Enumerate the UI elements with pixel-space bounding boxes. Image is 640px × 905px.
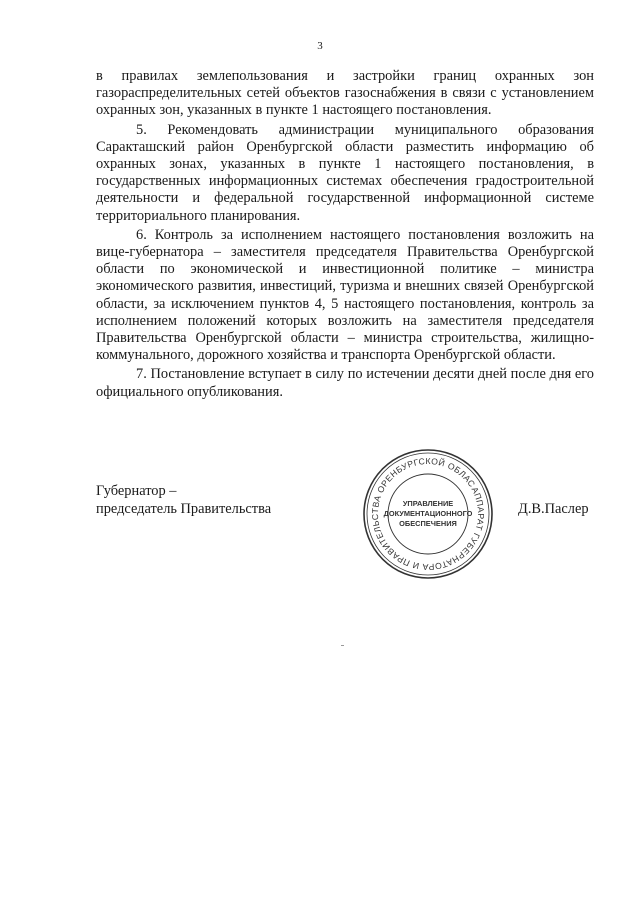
official-stamp bbox=[361, 447, 495, 581]
signatory-name: Д.В.Паслер bbox=[518, 501, 589, 517]
paragraph-6: 6. Контроль за исполнением настоящего постановления возложить на вице-губернатора – заместителя председателя Правительства Оренбургской области по экономической и инвестиционной политике – министра экономического развития, инвестиций, туризма и внешних связей Оренбургской области, за исключением пунктов 4, 5 настоящего постановления, контроль за исполнением положений которых возложить на заместителя председателя Правительства Оренбургской области – министра строительства, жилищно-коммунального, дорожного хозяйства и транспорта Оренбургской области. bbox=[96, 226, 594, 364]
paragraph-5: 5. Рекомендовать администрации муниципального образования Саракташский район Оренбургской области разместить информацию об охранных зонах, указанных в пункте 1 настоящего постановления, в государственных информационных системах обеспечения градостроительной деятельности и федеральной государственной информационной системе территориального планирования. bbox=[96, 121, 594, 224]
scan-speck bbox=[341, 645, 344, 646]
stamp-center-line2: ДОКУМЕНТАЦИОННОГО bbox=[383, 509, 473, 518]
signatory-position-line2: председатель Правительства bbox=[96, 500, 272, 517]
stamp-center-line3: ОБЕСПЕЧЕНИЯ bbox=[399, 519, 457, 528]
paragraph-continuation: в правилах землепользования и застройки границ охранных зон газораспределительных сетей объектов газоснабжения в связи с установлением охранных зон, указанных в пункте 1 настоящего постановления. bbox=[96, 68, 594, 119]
paragraph-7: 7. Постановление вступает в силу по истечении десяти дней после дня его официального опубликования. bbox=[96, 366, 594, 400]
document-body bbox=[96, 68, 594, 401]
stamp-seal-icon bbox=[361, 447, 495, 581]
stamp-center-line1: УПРАВЛЕНИЕ bbox=[402, 499, 454, 508]
stamp-ring-text: АППАРАТ ГУБЕРНАТОРА И ПРАВИТЕЛЬСТВА ОРЕНБУРГСКОЙ ОБЛАСТИ bbox=[369, 455, 487, 573]
page-number: 3 bbox=[317, 40, 323, 52]
signatory-position bbox=[96, 483, 271, 518]
signatory-position-line1: Губернатор – bbox=[96, 483, 177, 499]
